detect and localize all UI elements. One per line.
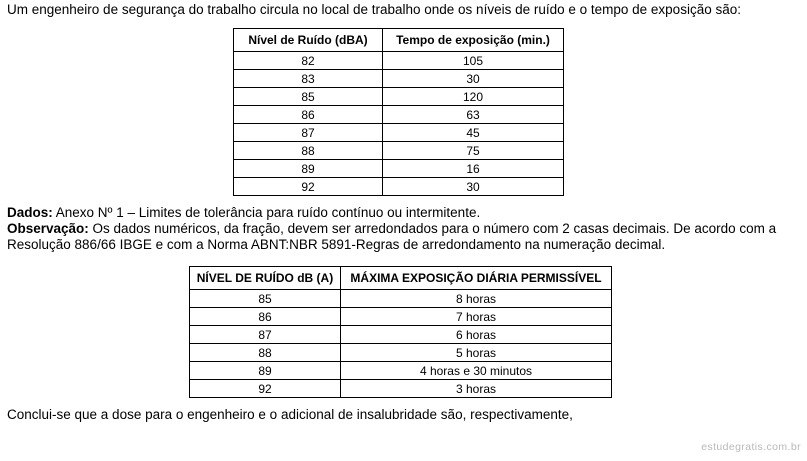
table-row [190,362,612,380]
table-cell: 88 [234,142,383,160]
table-cell: 7 horas [341,308,612,326]
table-cell: 89 [234,160,383,178]
watermark: estudegratis.com.br [701,441,801,453]
table-cell: 82 [234,52,383,70]
dados-text: Anexo Nº 1 – Limites de tolerância para ruído contínuo ou intermitente. [52,205,481,220]
table-row [234,106,564,124]
table-row [190,380,612,398]
table-cell: 16 [383,160,564,178]
table-row [234,124,564,142]
table-cell: 86 [190,308,341,326]
table-row [190,290,612,308]
dados-label: Dados: [7,205,53,220]
intro-text: Um engenheiro de segurança do trabalho circula no local de trabalho onde os níveis de ruído e o tempo de exposição são: [7,2,741,17]
column-header-exposure-time: Tempo de exposição (min.) [383,29,564,52]
column-header-noise-level: NÍVEL DE RUÍDO dB (A) [190,267,341,290]
observacao-text: Os dados numéricos, da fração, devem ser arredondados para o número com 2 casas decimais. De acordo com a Resolução 886/66 IBGE e com a Norma ABNT:NBR 5891-Regras de arredondamento na numeração decimal. [7,221,777,252]
table-row [234,52,564,70]
table-cell: 88 [190,344,341,362]
table-cell: 85 [190,290,341,308]
table-row [234,142,564,160]
table-row [190,308,612,326]
dados-line [7,205,802,221]
observacao-line [7,221,802,253]
table-row [234,178,564,196]
table-cell: 92 [234,178,383,196]
noise-exposure-table [233,28,564,196]
table-cell: 83 [234,70,383,88]
table-cell: 30 [383,70,564,88]
table-header-row [190,267,612,290]
table-cell: 3 horas [341,380,612,398]
table-cell: 4 horas e 30 minutos [341,362,612,380]
table-cell: 85 [234,88,383,106]
table-cell: 30 [383,178,564,196]
table-cell: 86 [234,106,383,124]
table-cell: 63 [383,106,564,124]
tolerance-limits-table [189,266,612,398]
table-cell: 87 [234,124,383,142]
table-cell: 87 [190,326,341,344]
table-cell: 8 horas [341,290,612,308]
table-cell: 105 [383,52,564,70]
table-row [234,160,564,178]
observacao-label: Observação: [7,221,89,236]
table-cell: 120 [383,88,564,106]
column-header-noise-level: Nível de Ruído (dBA) [234,29,383,52]
table-cell: 45 [383,124,564,142]
table-cell: 75 [383,142,564,160]
table-header-row [234,29,564,52]
table-cell: 6 horas [341,326,612,344]
column-header-max-daily-exposure: MÁXIMA EXPOSIÇÃO DIÁRIA PERMISSÍVEL [341,267,612,290]
conclusion-text: Conclui-se que a dose para o engenheiro e o adicional de insalubridade são, respectivamente, [7,407,573,422]
table-row [234,88,564,106]
table-cell: 5 horas [341,344,612,362]
table-cell: 92 [190,380,341,398]
table-cell: 89 [190,362,341,380]
data-notes [7,205,802,253]
table-row [234,70,564,88]
table-row [190,344,612,362]
table-row [190,326,612,344]
